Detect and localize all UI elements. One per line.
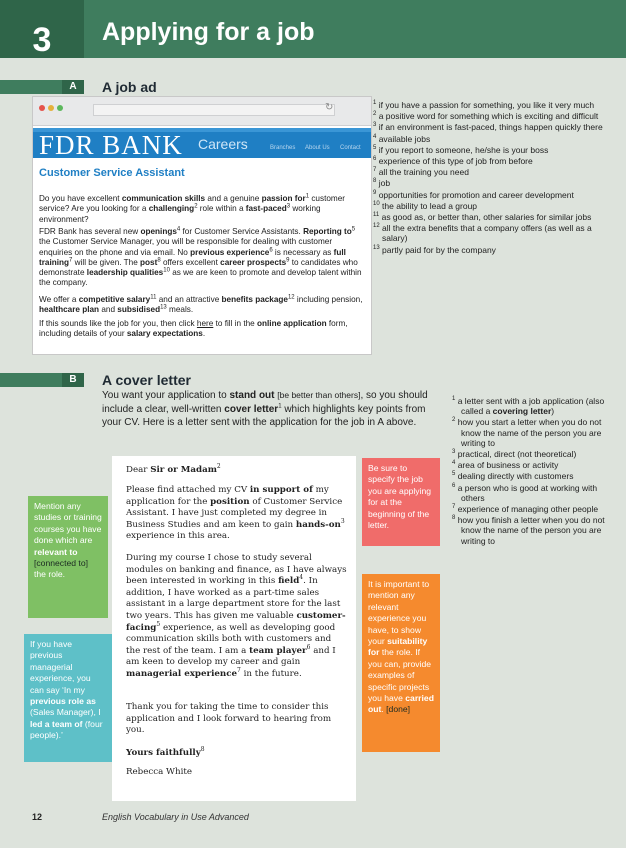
glossary-number: 4 bbox=[452, 460, 456, 467]
glossary-text: dealing directly with customers bbox=[455, 471, 574, 482]
glossary-number: 8 bbox=[373, 178, 377, 185]
glossary-tail: ) bbox=[551, 406, 555, 417]
glossary-b bbox=[452, 396, 608, 547]
glossary-number: 1 bbox=[452, 396, 456, 403]
ad-paragraph-3: We offer a competitive salary$^{11}$ and an attractive benefits package$^{12}$ including pension, healthcare plan and subsidised$^{13}$ meals. bbox=[39, 294, 363, 315]
glossary-item bbox=[452, 471, 608, 481]
unit-title: Applying for a job bbox=[102, 18, 315, 46]
glossary-text: area of business or activity bbox=[455, 460, 559, 471]
glossary-text: how you finish a letter when you do not know the name of the person you are writing to bbox=[455, 515, 605, 546]
address-bar[interactable] bbox=[93, 104, 335, 116]
glossary-text: practical, direct (not theoretical) bbox=[455, 449, 577, 460]
glossary-text: available jobs bbox=[376, 133, 431, 144]
job-ad-heading: Customer Service Assistant bbox=[39, 167, 185, 179]
glossary-number: 7 bbox=[373, 167, 377, 174]
glossary-number: 12 bbox=[373, 223, 380, 230]
glossary-item bbox=[373, 122, 605, 132]
glossary-text: all the training you need bbox=[376, 167, 469, 178]
glossary-item bbox=[373, 245, 605, 255]
letter-paragraph-1: Please find attached my CV in support of my application for the position of Customer Service Assistant. I have just completed my degree in Business Studies and am keen to gain hands-$on^3$ experience in this area. bbox=[126, 485, 345, 542]
maximize-dot-icon bbox=[57, 105, 63, 111]
glossary-text: a letter sent with a job application (also called a bbox=[455, 396, 605, 417]
glossary-text: if you have a passion for something, you like it very much bbox=[376, 100, 595, 110]
letter-paragraph-2: During my course I chose to study several modules on banking and finance, as I have always been interested in working in this field$^4$. In addition, I have worked as a part-time sales assistant in a large department store for the last two years. This has given me valuable customer-facing$^5$ experience, as well as developing good communication skills both with customers and the rest of the team. I am a team player$^6$ and I am keen to develop my career and gain managerial experience$^7$ in the future. bbox=[126, 553, 347, 679]
glossary-number: 5 bbox=[373, 144, 377, 151]
glossary-text: if you report to someone, he/she is your boss bbox=[376, 144, 549, 155]
glossary-number: 1 bbox=[373, 100, 377, 107]
glossary-text: job bbox=[376, 178, 391, 189]
glossary-text: experience of managing other people bbox=[455, 504, 599, 515]
glossary-item bbox=[373, 100, 605, 110]
section-b-bar bbox=[0, 373, 62, 387]
glossary-number: 3 bbox=[373, 122, 377, 129]
minimize-dot-icon bbox=[48, 105, 54, 111]
glossary-item bbox=[452, 396, 608, 416]
glossary-item bbox=[452, 417, 608, 448]
glossary-text: a person who is good at working with others bbox=[455, 482, 598, 503]
glossary-item bbox=[373, 212, 605, 222]
glossary-item bbox=[452, 483, 608, 503]
section-b-tag: B bbox=[62, 373, 84, 387]
note-specify-job: Be sure to specify the job you are applying for at the beginning of the letter. bbox=[362, 458, 440, 546]
glossary-number: 4 bbox=[373, 133, 377, 140]
unit-number: 3 bbox=[0, 0, 84, 58]
ad-paragraph-4: If this sounds like the job for you, then click here to fill in the online application form, including details of your salary expectations. bbox=[39, 319, 348, 339]
glossary-number: 7 bbox=[452, 504, 456, 511]
letter-paragraph-3: Thank you for taking the time to consider this application and I look forward to hearing from you. bbox=[126, 702, 332, 736]
glossary-item bbox=[452, 460, 608, 470]
glossary-item bbox=[452, 515, 608, 546]
glossary-bold-term: covering letter bbox=[490, 406, 552, 417]
letter-closing: Yours faithfully$^8$ bbox=[126, 746, 205, 758]
section-a-bar bbox=[0, 80, 62, 94]
nav-branches[interactable]: Branches bbox=[270, 145, 296, 151]
glossary-item bbox=[452, 504, 608, 514]
cover-letter-intro: You want your application to stand out [be better than others], so you should include a clear, well-written cover letter$^1$ which highlights key points from your CV. Here is a letter sent with the application for the job in A above. bbox=[102, 390, 428, 429]
glossary-number: 6 bbox=[373, 156, 377, 163]
ad-paragraph-1: Do you have excellent communication skills and a genuine passion for$^1$ customer service? Are you looking for a challenging$^2$ role within a fast-paced$^3$ working environment? bbox=[39, 193, 345, 224]
glossary-number: 2 bbox=[452, 417, 456, 424]
glossary-text: if an environment is fast-paced, things happen quickly there bbox=[376, 122, 603, 133]
glossary-item bbox=[373, 111, 605, 121]
bank-name: FDR BANK bbox=[39, 130, 183, 160]
letter-signature: Rebecca White bbox=[126, 767, 192, 777]
glossary-text: experience of this type of job from before bbox=[376, 156, 533, 167]
glossary-text: as good as, or better than, other salaries for similar jobs bbox=[379, 212, 592, 223]
glossary-item bbox=[373, 178, 605, 188]
nav-about-us[interactable]: About Us bbox=[305, 145, 330, 151]
glossary-number: 8 bbox=[452, 515, 456, 522]
note-relevant-experience: It is important to mention any relevant experience you have, to show your suitability for the role. If you can, provide examples of specific projects you have carried out. [done] bbox=[362, 574, 440, 752]
note-previous-role: If you have previous managerial experience, you can say ‘In my previous role as (Sales Manager), I led a team of (four people).’ bbox=[24, 634, 112, 762]
page-number: 12 bbox=[32, 812, 43, 822]
glossary-text: partly paid for by the company bbox=[379, 244, 496, 255]
glossary-number: 2 bbox=[373, 111, 377, 118]
glossary-number: 3 bbox=[452, 449, 456, 456]
glossary-number: 6 bbox=[452, 482, 456, 489]
glossary-text: all the extra benefits that a company offers (as well as a salary) bbox=[379, 223, 592, 244]
here-link[interactable]: here bbox=[196, 319, 214, 328]
glossary-text: how you start a letter when you do not know the name of the person you are writing to bbox=[455, 417, 602, 448]
glossary-item bbox=[373, 223, 605, 243]
glossary-item bbox=[373, 190, 605, 200]
glossary-number: 5 bbox=[452, 471, 456, 478]
note-mention-studies: Mention any studies or training courses you have done which are relevant to [connected to] the role. bbox=[28, 496, 108, 618]
nav-contact[interactable]: Contact bbox=[340, 145, 361, 151]
glossary-text: a positive word for something which is exciting and difficult bbox=[376, 111, 599, 122]
glossary-a bbox=[373, 100, 605, 256]
bank-careers: Careers bbox=[198, 136, 248, 152]
refresh-icon[interactable]: ↻ bbox=[325, 102, 334, 113]
glossary-number: 9 bbox=[373, 189, 377, 196]
section-a-tag: A bbox=[62, 80, 84, 94]
glossary-text: the ability to lead a group bbox=[379, 200, 478, 211]
glossary-item bbox=[373, 201, 605, 211]
glossary-item bbox=[373, 145, 605, 155]
glossary-number: 11 bbox=[373, 212, 380, 219]
glossary-number: 10 bbox=[373, 201, 380, 207]
ad-paragraph-2: FDR Bank has several new openings$^4$ for Customer Service Assistants. Reporting $to^5$ the Customer Service Manager, you will be responsible for dealing with customer enquiries on the phone and via email. No previous experience$^6$ is necessary as full training$^7$ will be given. The post$^8$ offers excellent career prospects$^9$ to candidates who demonstrate leadership qualities$^{10}$ as we are keen to promote and develop talent within the company. bbox=[39, 226, 362, 288]
glossary-item bbox=[373, 156, 605, 166]
book-title: English Vocabulary in Use Advanced bbox=[102, 812, 249, 822]
section-a-title: A job ad bbox=[102, 79, 157, 95]
letter-greeting: Dear Sir or Madam$^2$ bbox=[126, 463, 221, 475]
job-ad-browser bbox=[32, 96, 372, 355]
section-b-title: A cover letter bbox=[102, 372, 191, 388]
glossary-item bbox=[452, 449, 608, 459]
glossary-item bbox=[373, 167, 605, 177]
cover-letter bbox=[112, 456, 356, 801]
glossary-text: opportunities for promotion and career development bbox=[376, 189, 574, 200]
close-dot-icon bbox=[39, 105, 45, 111]
glossary-number: 13 bbox=[373, 244, 380, 251]
glossary-item bbox=[373, 134, 605, 144]
